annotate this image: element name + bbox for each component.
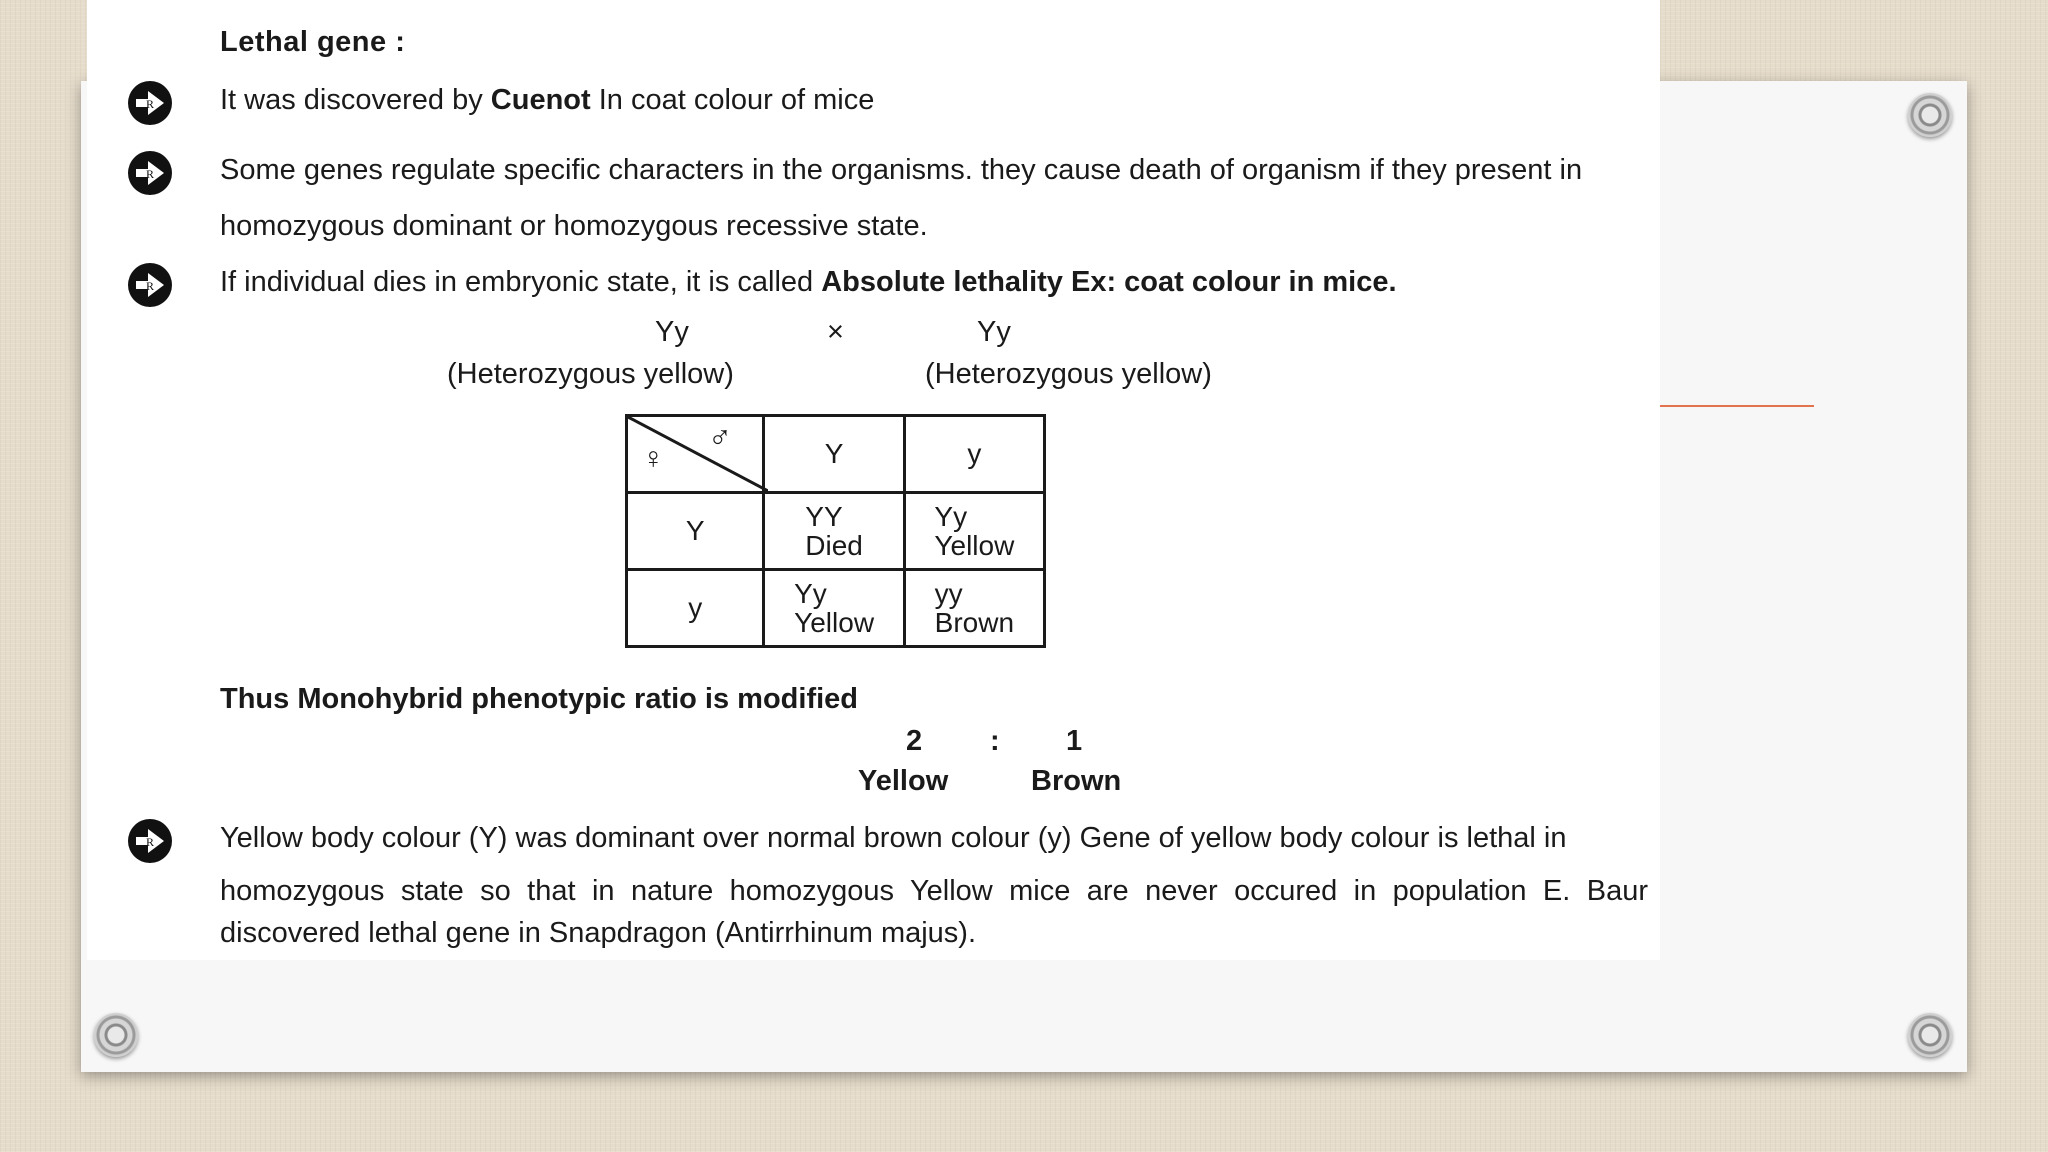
point-absolute-lethality-text: If individual dies in embryonic state, it is called	[220, 266, 822, 298]
punnett-cell	[904, 570, 1044, 647]
discoverer-name: Cuenot	[490, 84, 591, 116]
svg-text:R: R	[146, 167, 155, 181]
cell-genotype: yy	[934, 577, 963, 609]
pushpin-icon	[94, 1013, 138, 1057]
point-yellow-lethal-line1: Yellow body colour (Y) was dominant over normal brown colour (y) Gene of yellow body colour is lethal in	[220, 822, 1567, 854]
pushpin-icon	[1908, 93, 1952, 137]
punnett-cell	[764, 570, 904, 647]
punnett-cell	[904, 493, 1044, 570]
ratio-separator: :	[990, 725, 1000, 757]
parent2-label: (Heterozygous yellow)	[925, 358, 1212, 390]
rx-arrow-bullet-icon	[126, 149, 174, 197]
conclusion-text: Thus Monohybrid phenotypic ratio is modified	[220, 683, 858, 715]
point-yellow-lethal-line3: discovered lethal gene in Snapdragon (Antirrhinum majus).	[220, 917, 977, 949]
point-yellow-lethal-line2: homozygous state so that in nature homozygous Yellow mice are never occured in population E. Baur	[220, 875, 1648, 907]
svg-text:R: R	[146, 97, 155, 111]
cross-symbol: ×	[827, 316, 844, 348]
ratio-left-label: Yellow	[858, 765, 949, 797]
punnett-cell	[764, 493, 904, 570]
point-regulation-line2: homozygous dominant or homozygous recessive state.	[220, 210, 928, 242]
point-discovery	[220, 84, 874, 117]
absolute-lethality-term: Absolute lethality Ex: coat colour in mice.	[821, 266, 1397, 298]
cell-genotype: Yy	[794, 577, 827, 609]
punnett-corner	[627, 416, 764, 493]
rx-arrow-bullet-icon	[126, 79, 174, 127]
ratio-right-value: 1	[1066, 725, 1083, 757]
cell-genotype: YY	[805, 500, 843, 532]
col-header: y	[904, 416, 1044, 493]
row-header: Y	[627, 493, 764, 570]
ratio-right-label: Brown	[1031, 765, 1122, 797]
cell-phenotype: Yellow	[794, 607, 875, 638]
parent2-genotype: Yy	[977, 316, 1011, 348]
point-absolute-lethality	[220, 266, 1397, 299]
row-header: y	[627, 570, 764, 647]
pushpin-icon	[1908, 1013, 1952, 1057]
parent1-genotype: Yy	[655, 316, 689, 348]
point-discovery-tail: In coat colour of mice	[590, 84, 875, 116]
svg-text:R: R	[146, 835, 155, 849]
point-discovery-text: It was discovered by	[220, 84, 491, 116]
svg-text:R: R	[146, 279, 155, 293]
punnett-square	[625, 414, 1046, 648]
cell-phenotype: Brown	[934, 607, 1015, 638]
rx-arrow-bullet-icon	[126, 261, 174, 309]
point-regulation-line1: Some genes regulate specific characters in the organisms. they cause death of organism if they present in	[220, 154, 1583, 186]
female-symbol-icon: ♀	[642, 442, 665, 475]
male-symbol-icon: ♂	[708, 419, 732, 455]
ratio-left-value: 2	[906, 725, 923, 757]
cell-phenotype: Yellow	[934, 530, 1015, 561]
cell-phenotype: Died	[805, 530, 863, 561]
col-header: Y	[764, 416, 904, 493]
accent-line	[1660, 405, 1814, 407]
cell-genotype: Yy	[934, 500, 968, 532]
parent1-label: (Heterozygous yellow)	[447, 358, 734, 390]
rx-arrow-bullet-icon	[126, 817, 174, 865]
heading: Lethal gene :	[220, 26, 406, 58]
